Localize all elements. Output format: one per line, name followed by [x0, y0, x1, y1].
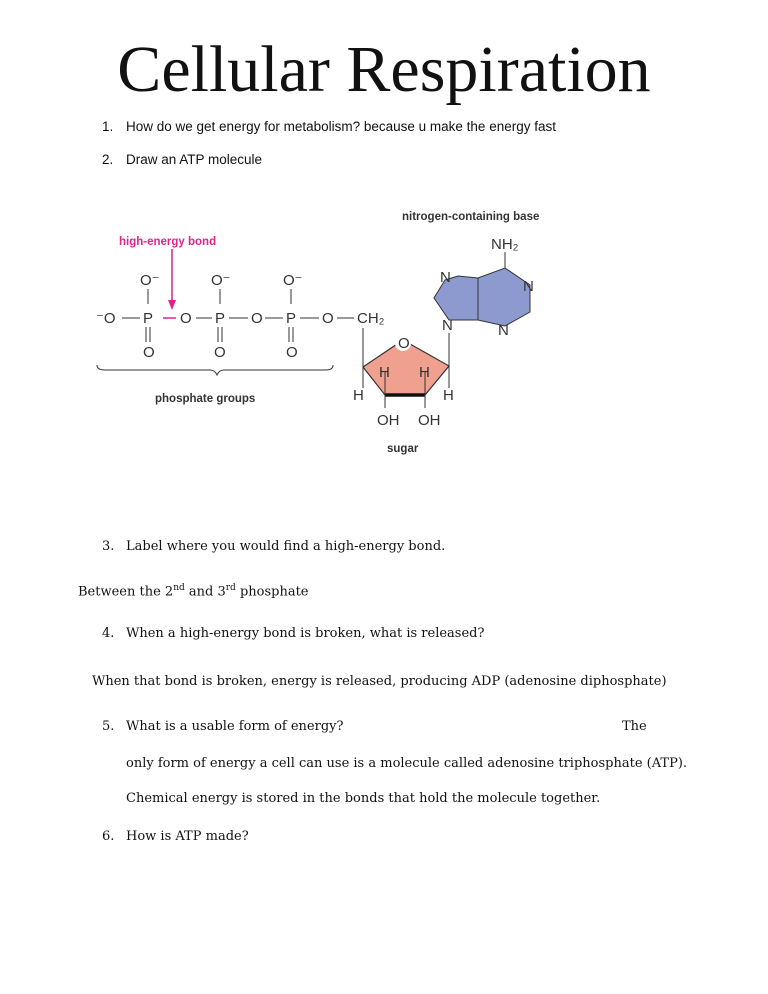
svg-text:H: H: [353, 387, 364, 404]
answer-3: Between the 2nd and 3rd phosphate: [78, 583, 309, 600]
question-number: 2.: [102, 152, 114, 167]
page-title: Cellular Respiration: [117, 33, 651, 106]
answer-5-start: The: [622, 719, 647, 734]
svg-text:O: O: [214, 344, 226, 361]
svg-text:O: O: [286, 344, 298, 361]
svg-text:H: H: [379, 364, 390, 381]
question-number: 6.: [102, 829, 115, 844]
svg-text:N: N: [442, 317, 453, 334]
question-3: [102, 539, 445, 554]
question-text: Draw an ATP molecule: [126, 152, 263, 167]
answer-5-line-3: Chemical energy is stored in the bonds that hold the molecule together.: [126, 791, 601, 806]
arrow-head-icon: [168, 300, 176, 310]
svg-text:O⁻: O⁻: [140, 272, 160, 289]
question-text: What is a usable form of energy?: [126, 719, 344, 734]
svg-text:O: O: [143, 344, 155, 361]
question-text: When a high-energy bond is broken, what is released?: [126, 626, 485, 641]
svg-text:NH₂: NH₂: [491, 236, 519, 253]
svg-text:O: O: [180, 310, 192, 327]
question-text: Label where you would find a high-energy bond.: [126, 539, 446, 554]
svg-text:CH₂: CH₂: [357, 310, 385, 327]
question-number: 3.: [102, 539, 115, 554]
base-label: nitrogen-containing base: [402, 211, 540, 223]
svg-text:O: O: [251, 310, 263, 327]
svg-text:OH: OH: [377, 412, 400, 429]
svg-text:⁻O: ⁻O: [96, 310, 116, 327]
answer-4: When that bond is broken, energy is released, producing ADP (adenosine diphosphate): [92, 674, 667, 689]
svg-text:O: O: [398, 335, 410, 352]
bond-label: high-energy bond: [119, 236, 217, 248]
svg-text:N: N: [523, 278, 534, 295]
svg-text:O: O: [322, 310, 334, 327]
question-6: [102, 829, 249, 844]
svg-text:N: N: [440, 269, 451, 286]
question-4: [102, 626, 484, 641]
question-5: [102, 719, 343, 734]
answer-5-line-2: only form of energy a cell can use is a molecule called adenosine triphosphate (ATP).: [126, 756, 688, 771]
sugar-label: sugar: [387, 443, 419, 455]
question-number: 1.: [102, 119, 114, 134]
svg-text:OH: OH: [418, 412, 441, 429]
svg-text:P: P: [286, 310, 297, 327]
phosphate-label: phosphate groups: [155, 393, 256, 405]
question-text: How is ATP made?: [126, 829, 249, 844]
svg-text:O⁻: O⁻: [283, 272, 303, 289]
svg-text:O⁻: O⁻: [211, 272, 231, 289]
svg-text:P: P: [143, 310, 154, 327]
svg-text:H: H: [443, 387, 454, 404]
question-number: 5.: [102, 719, 115, 734]
question-text: How do we get energy for metabolism? because u make the energy fast: [126, 119, 556, 134]
svg-text:P: P: [215, 310, 226, 327]
question-number: 4.: [102, 626, 115, 641]
svg-text:H: H: [419, 364, 430, 381]
svg-text:N: N: [498, 322, 509, 339]
